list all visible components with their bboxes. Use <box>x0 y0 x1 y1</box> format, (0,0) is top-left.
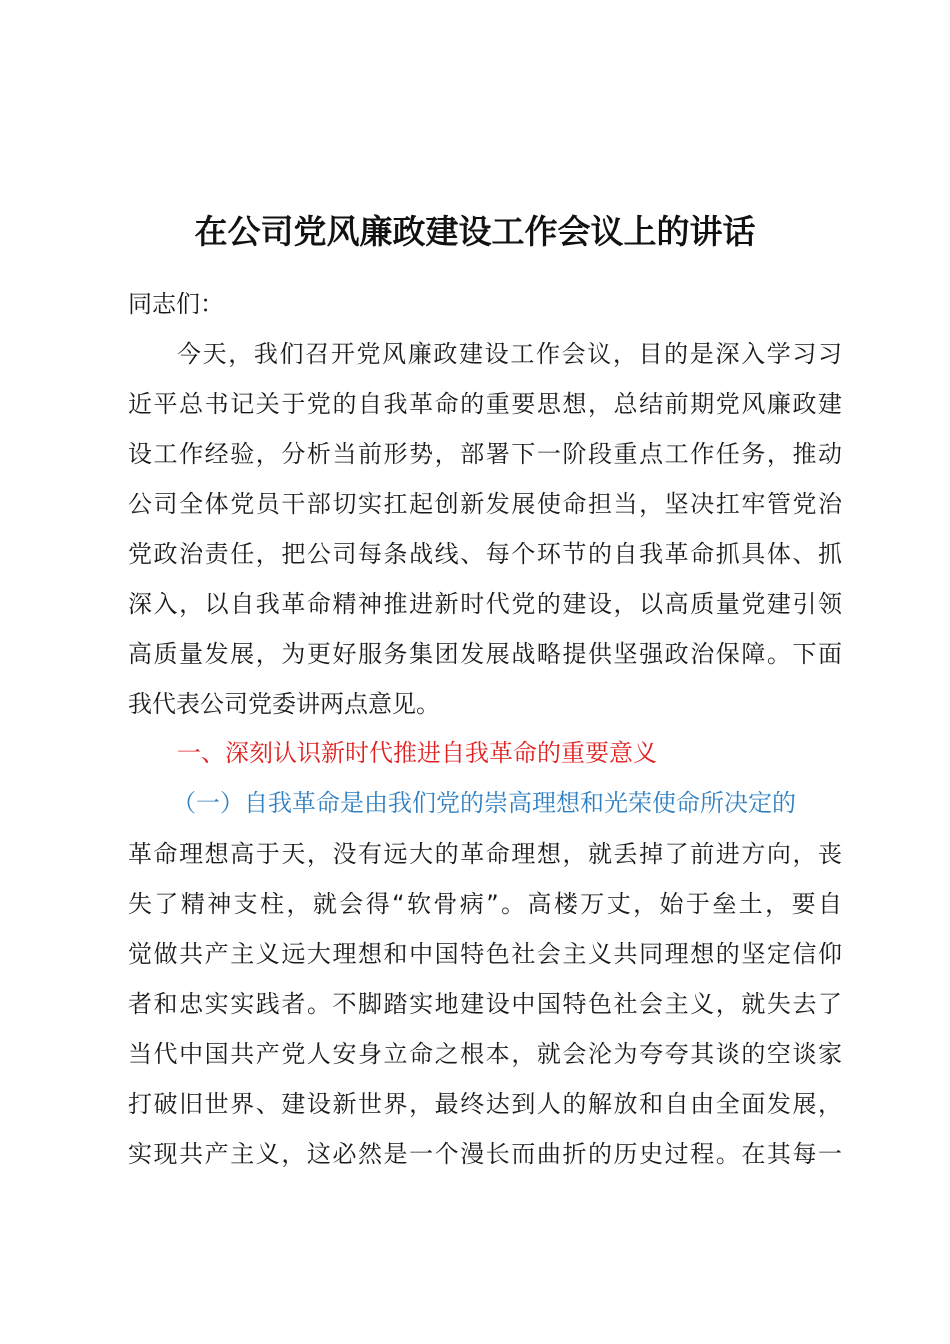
page-title: 在公司党风廉政建设工作会议上的讲话 <box>194 212 756 251</box>
paragraph-line: 党政治责任，把公司每条战线、每个环节的自我革命抓具体、抓 <box>128 540 842 568</box>
paragraph-line: 近平总书记关于党的自我革命的重要思想，总结前期党风廉政建 <box>128 390 842 418</box>
paragraph-line: 深入，以自我革命精神推进新时代党的建设，以高质量党建引领 <box>128 590 842 618</box>
paragraph-line: 实现共产主义，这必然是一个漫长而曲折的历史过程。在其每一 <box>128 1140 842 1168</box>
paragraph-line: 打破旧世界、建设新世界，最终达到人的解放和自由全面发展， <box>128 1090 842 1118</box>
paragraph-line: 我代表公司党委讲两点意见。 <box>128 690 440 718</box>
paragraph-line: 失了精神支柱，就会得“软骨病”。高楼万丈，始于垒土，要自 <box>128 890 842 918</box>
paragraph-line: 者和忠实实践者。不脚踏实地建设中国特色社会主义，就失去了 <box>128 990 842 1018</box>
paragraph-line: 当代中国共产党人安身立命之根本，就会沦为夸夸其谈的空谈家 <box>128 1040 842 1068</box>
paragraph-line: 高质量发展，为更好服务集团发展战略提供坚强政治保障。下面 <box>128 640 842 668</box>
paragraph-line: 设工作经验，分析当前形势，部署下一阶段重点工作任务，推动 <box>128 440 842 468</box>
paragraph-line: 觉做共产主义远大理想和中国特色社会主义共同理想的坚定信仰 <box>128 940 842 968</box>
paragraph-line: 今天，我们召开党风廉政建设工作会议，目的是深入学习习 <box>177 340 842 368</box>
paragraph-line: 公司全体党员干部切实扛起创新发展使命担当，坚决扛牢管党治 <box>128 490 842 518</box>
subsection-heading: （一）自我革命是由我们党的崇高理想和光荣使命所决定的 <box>172 789 796 817</box>
section-heading: 一、深刻认识新时代推进自我革命的重要意义 <box>177 739 657 767</box>
salutation: 同志们： <box>128 290 224 318</box>
paragraph-line: 革命理想高于天，没有远大的革命理想，就丢掉了前进方向，丧 <box>128 840 842 868</box>
